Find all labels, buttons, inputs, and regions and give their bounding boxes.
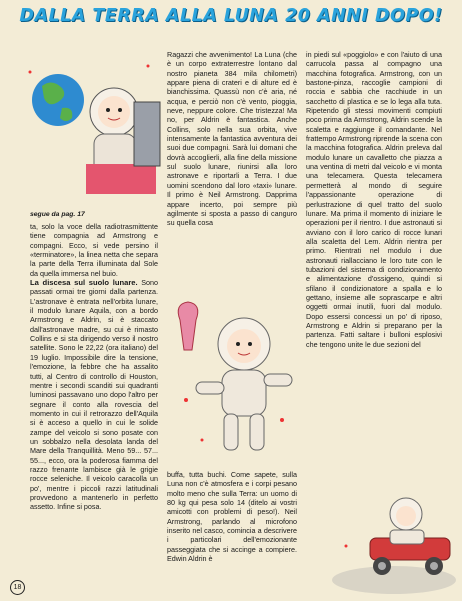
col1-text: ta, solo la voce della radiotrasmittente tiene compagnia ad Armstrong e compagni. Ecco, si vede persino il «terminatore», la linea netta che separa la parte della Terra illuminata dal Sole da quella immersa nel buio. xyxy=(30,222,158,278)
column-left xyxy=(30,222,158,512)
page-title: DALLA TERRA ALLA LUNA 20 ANNI DOPO! xyxy=(19,6,443,26)
column-right xyxy=(306,50,442,349)
column-middle xyxy=(167,50,297,228)
col3-text: in piedi sul «poggiolo» e con l'aiuto di una carrucola passa al compagno una macchina fotografica. Armstrong, con un bastone-pinza, raccoglie campioni di roccia e sabbia che racchiude in un sacchetto di plastica e se lo lega alla tuta. Ripetendo gli stessi movimenti compiuti poco prima da Armstrong, Aldrin scende la scaletta e raggiunge il comandante. Nel frattempo Armstrong riprende la scena con la macchina fotografica. Aldrin preleva dal modulo lunare un cavalletto che piazza a una ventina di metri dal veicolo e vi monta una telecamera. Questa telecamera permetterà al mondo di seguire l'appassionante operazione di perlustrazione di quel tratto del suolo lunare. Ma prima il momento di iniziare le operazioni per il rientro. I due astronauti si avviano con il loro carico di rocce lunari alla scaletta del Lem. Aldrin rientra per primo. Rientrati nel modulo i due astronauti riallacciano le loro tute con le tubazioni del sistema di condizionamento e alimentazione d'ossigeno, quindi si sfilano il condizionatore a spalla e lo gettano, insieme alle soprascarpe e altri oggetti ormai inutili, fuori dal modulo. Dopo essersi concessi un po' di riposo, Armstrong e Aldrin si preparano per la partenza. Fatti saltare i bulloni esplosivi che tengono unite le due sezioni del xyxy=(306,50,442,349)
col2b-text: buffa, tutta buchi. Come sapete, sulla Luna non c'è atmosfera e i corpi pesano molto meno che sulla Terra: un uomo di 80 kg qui pesa solo 14 (ditelo ai vostri amicotti con problemi di peso!). Neil Armstrong, parlando al microfono inserito nel casco, comincia a descrivere i particolari dell'emozionante passeggiata che si accinge a compiere. Edwin Aldrin è xyxy=(167,470,297,564)
continued-note: segue da pag. 17 xyxy=(30,211,85,218)
col2-text: Ragazzi che avvenimento! La Luna (che è un corpo extraterrestre lontano dal nostro pianeta 384 mila chilometri) appare piena di crateri e di alture ed è bianchissima. Quassù non c'è aria, né acqua, e perciò non c'è vento, pioggia, neve, neppure colore. Che tristezza! Ma no, per Aldrin è fantastica. Anche Collins, solo nella sua orbita, vive intensamente la fantastica avventura dei suoi due compagni. Sarà lui domani che dovrà accoglierli, alla fine della missione sul suolo lunare, riunirsi alla loro astronave e riportarli a Terra. I due uomini scendono dal loro «taxi» lunare. Il primo è Neil Armstrong. Dapprima appare incerto, poi sempre più agilmente si sposta a passo di canguro su quella cosa xyxy=(167,50,297,228)
lunar-rover-illustration xyxy=(330,492,456,596)
section-heading: La discesa sul suolo lunare. xyxy=(30,278,138,288)
moonwalk-illustration xyxy=(172,300,300,466)
column-middle-bottom xyxy=(167,470,297,563)
earth-astronaut-illustration xyxy=(14,42,164,210)
page-number: 18 xyxy=(10,580,25,595)
col1-text-after: Sono passati ormai tre giorni dalla partenza. L'astronave è entrata nell'orbita lunare, il modulo lunare Aquila, con a bordo Armstrong e Aldrin, si è staccato dall'astronave madre, su cui è rimasto Collins e si sta dirigendo verso il nostro satellite. Sono le 22,22 (ora italiano) del 19 luglio. Impossibile dire la tensione, l'emozione, la febbre che ha assalito tutti, al Centro di controllo di Houston, mentre i secondi scanditi sui quadranti luminosi passavano uno dopo l'altro per segnare il conto alla rovescia del momento in cui il retrorazzo dell'Aquila si è acceso a quello in cui le solide zampe del veicolo si sono posate con un sobbalzo nella desolata landa del Mare della Tranquillità. Meno 59... 57... 55..., ecco, ora la poderosa fiamma del razzo frenante lambisce già le grigie rocce seleniche. Il veicolo caracolla un po', mentre i piccoli razzi latitudinali provvedono a mantenerlo in perfetto assetto. Infine si posa. xyxy=(30,278,159,512)
